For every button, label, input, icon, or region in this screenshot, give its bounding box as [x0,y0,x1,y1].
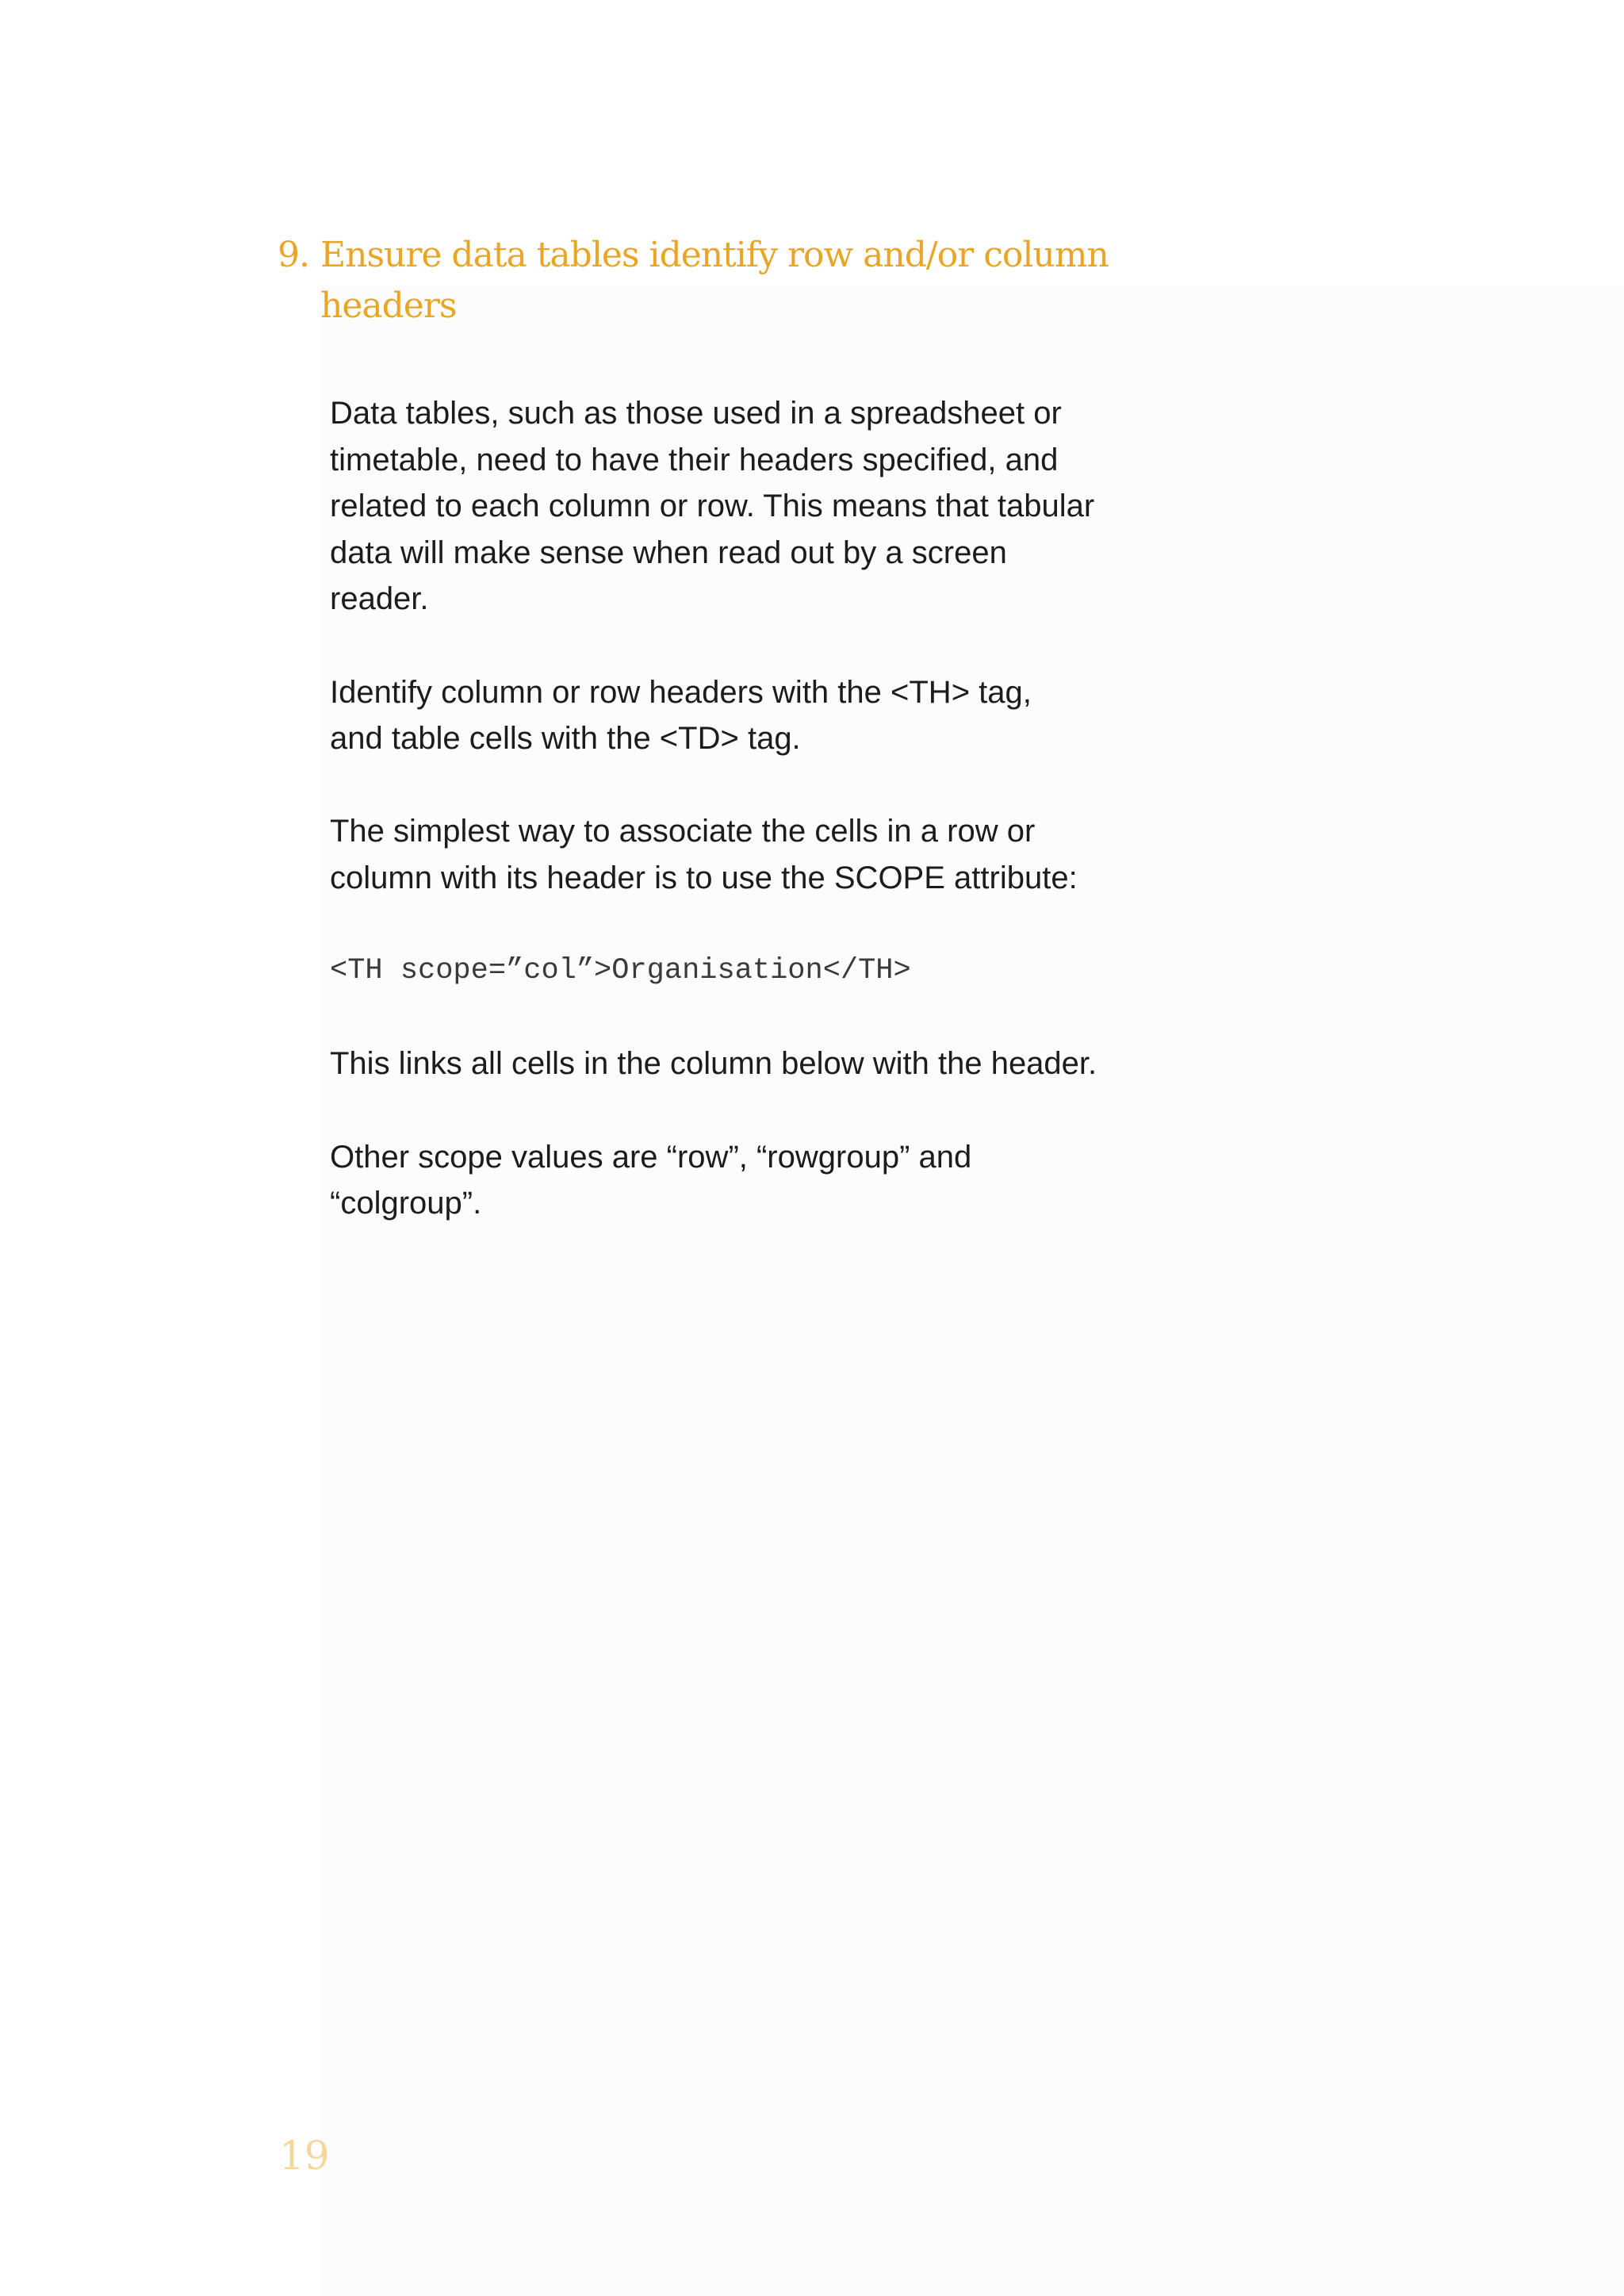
section-heading-line-2: headers [320,286,457,326]
paragraph-th-td [330,669,1123,762]
section-number: 9. [278,235,309,275]
paragraph-intro [330,390,1123,623]
paragraph-line: Data tables, such as those used in a spreadsheet or [330,396,1062,431]
section-heading [278,230,1110,332]
paragraph-line: This links all cells in the column below with the header. [330,1046,1097,1082]
paragraph-line: related to each column or row. This means that tabular [330,489,1095,524]
body-text [330,390,1123,1273]
section-heading-line-1: Ensure data tables identify row and/or column [320,235,1109,275]
paragraph-line: and table cells with the <TD> tag. [330,721,801,757]
paragraph-line: “colgroup”. [330,1186,482,1221]
paragraph-line: reader. [330,581,429,617]
paragraph-line: Identify column or row headers with the <TH> tag, [330,674,1032,710]
paragraph-line: data will make sense when read out by a screen [330,535,1007,570]
paragraph-line: Other scope values are “row”, “rowgroup” and [330,1139,972,1175]
code-example: <TH scope=”col”>Organisation</TH> [330,954,911,988]
paragraph-line: column with its header is to use the SCOPE attribute: [330,860,1078,895]
paragraph-line: timetable, need to have their headers specified, and [330,442,1059,477]
paragraph-scope [330,808,1123,901]
paragraph-links [330,1041,1123,1087]
paragraph-other-values [330,1134,1123,1227]
paragraph-line: The simplest way to associate the cells in a row or [330,814,1036,849]
page-number: 19 [279,2133,330,2179]
